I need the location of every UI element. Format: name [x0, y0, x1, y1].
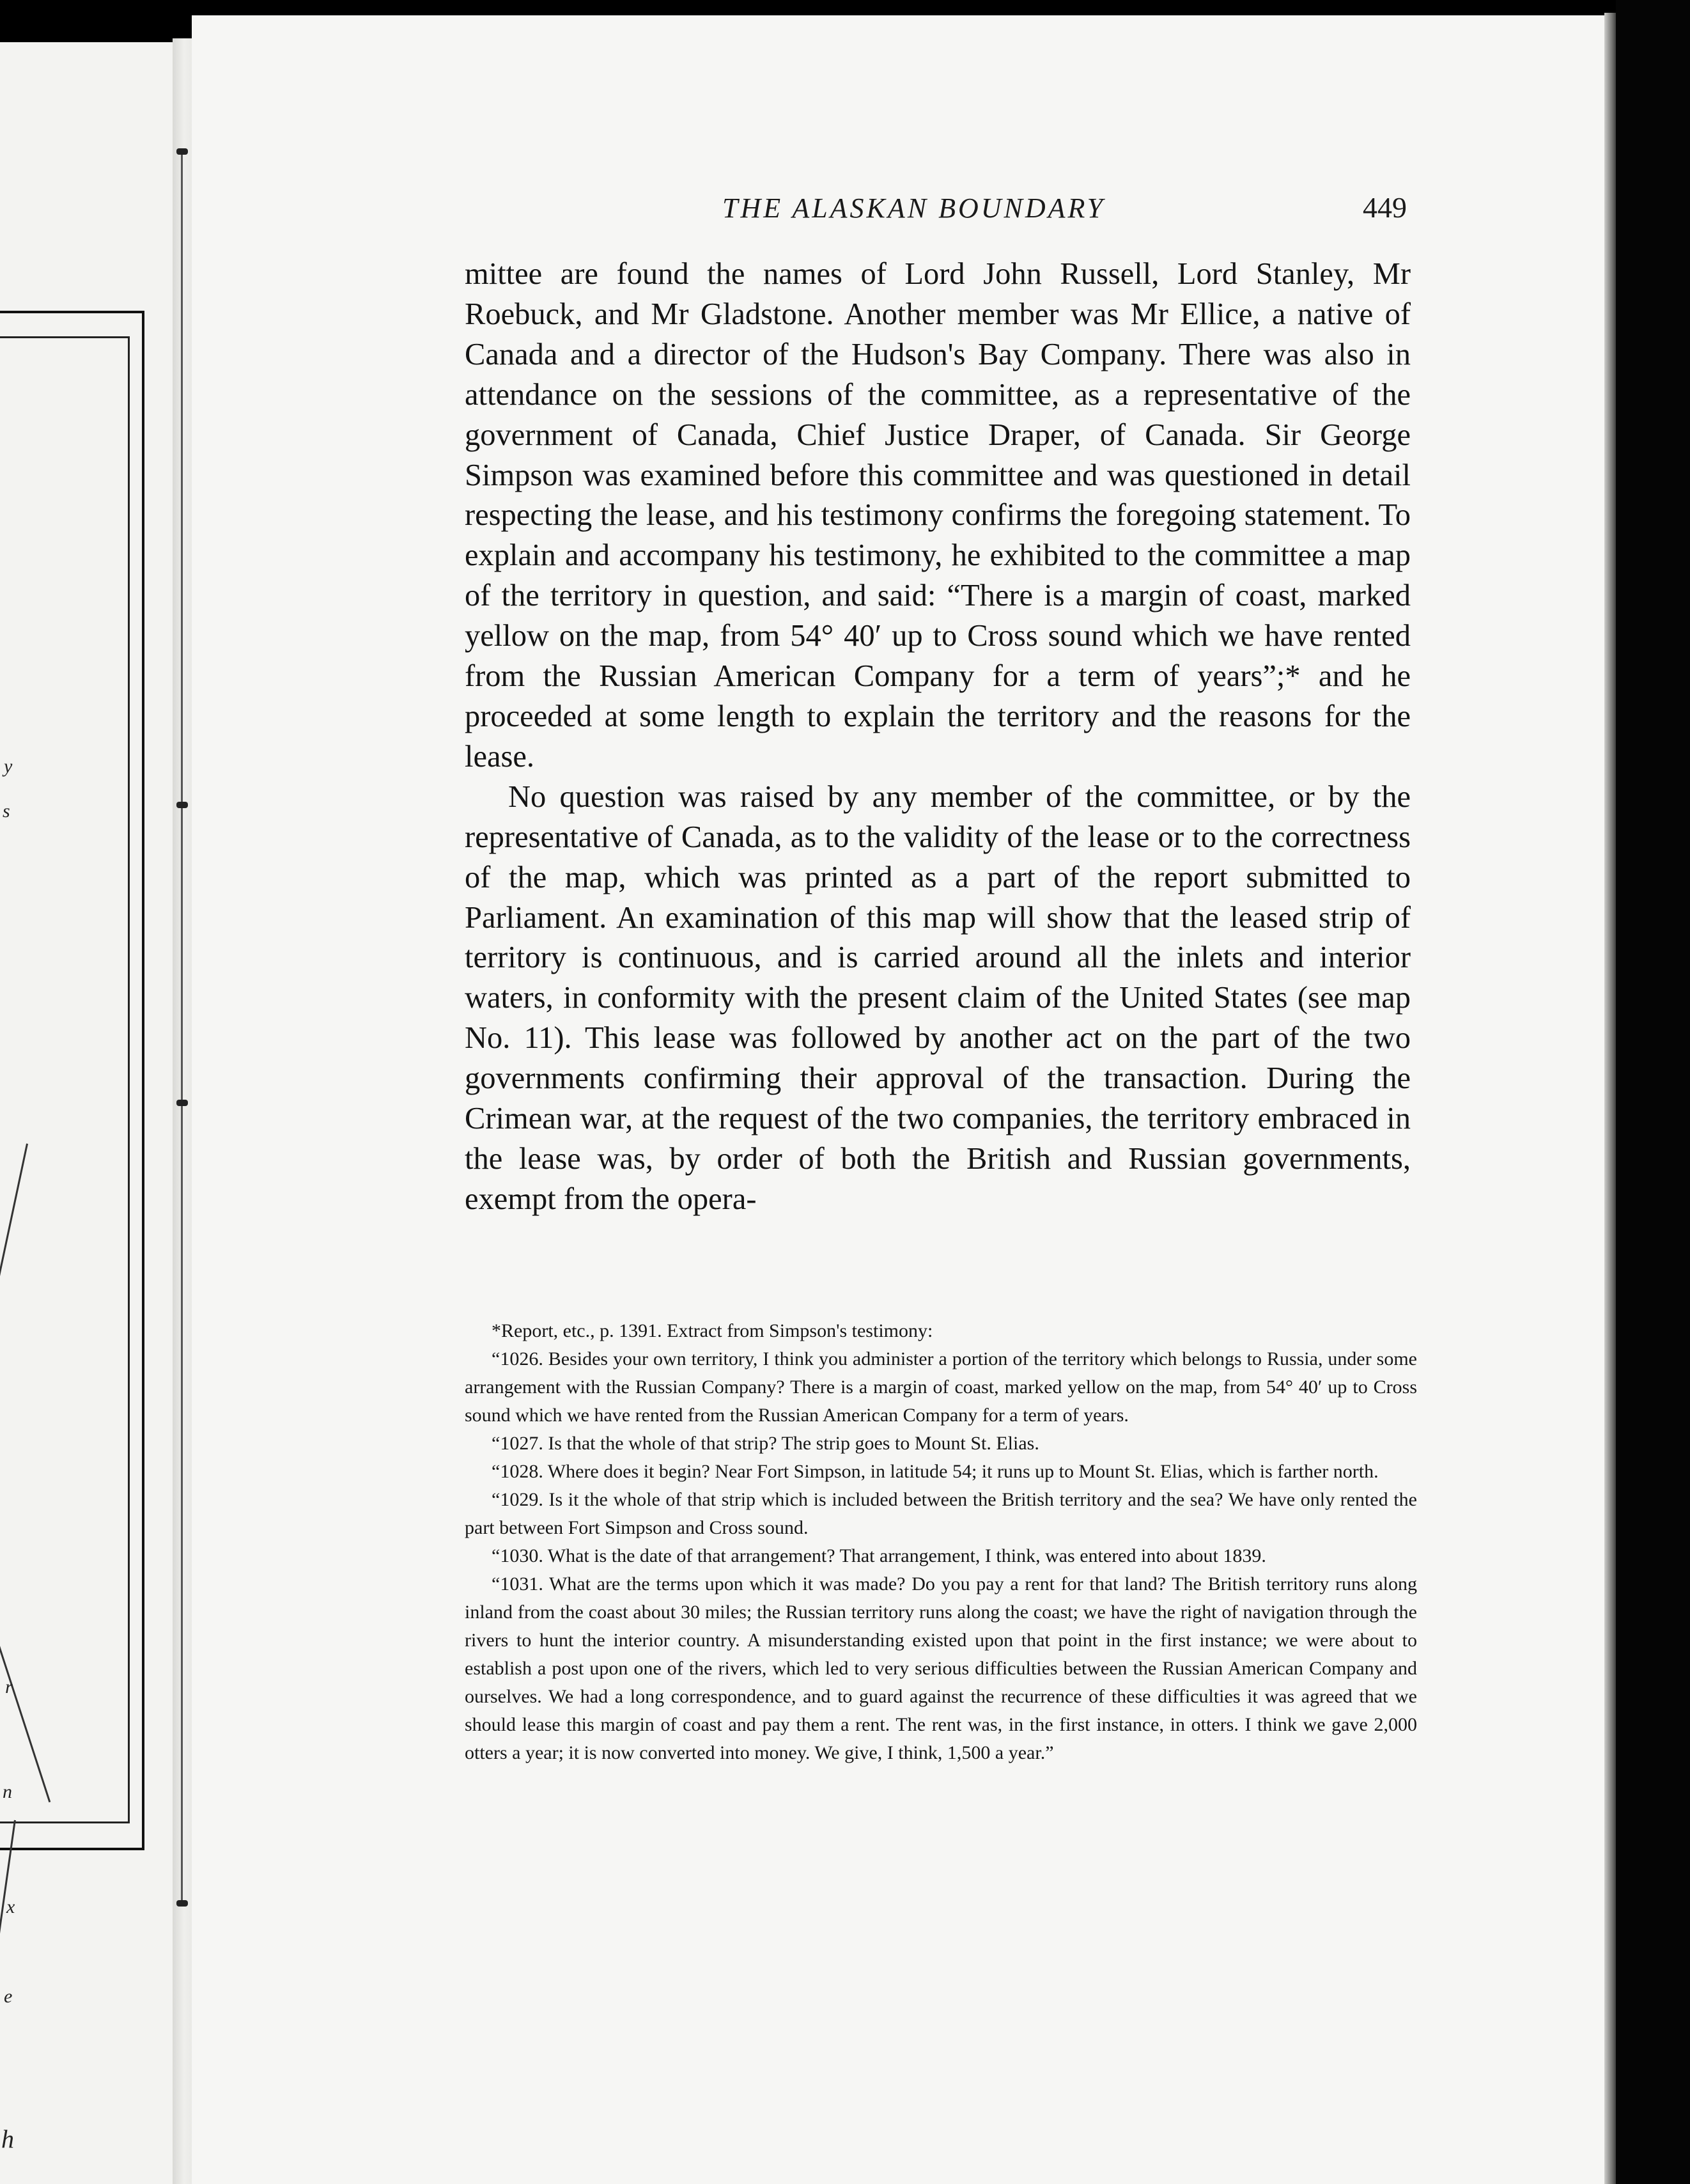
- footnote-paragraph: “1030. What is the date of that arrangement? That arrangement, I think, was entered into about 1839.: [492, 1545, 1266, 1566]
- map-label: e: [4, 1986, 13, 2007]
- body-paragraph: mittee are found the names of Lord John Russell, Lord Stanley, Mr Roebuck, and Mr Gladstone. Another member was Mr Ellice, a native of Canada and a director of the Hudson's Bay Company. There was also in attendance on the sessions of the committee, as a representative of the government of Canada, Chief Justice Draper, of Canada. Sir George Simpson was examined before this committee and was questioned in detail respecting the lease, and his testimony confirms the foregoing statement. To explain and accompany his testimony, he exhibited to the committee a map of the territory in question, and said: “There is a margin of coast, marked yellow on the map, from 54° 40′ up to Cross sound which we have rented from the Russian American Company for a term of years”;* and he proceeded at some length to explain the territory and the reasons for the lease.: [465, 257, 1411, 774]
- footnote-paragraph: “1027. Is that the whole of that strip? The strip goes to Mount St. Elias.: [492, 1433, 1039, 1454]
- footnote-paragraph: “1031. What are the terms upon which it was made? Do you pay a rent for that land? The British territory runs along inland from the coast about 30 miles; the Russian territory runs along the coast; we have the right of navigation through the rivers to hunt the interior country. A misunderstanding existed upon that point in the first instance; we were about to establish a post upon one of the rivers, which led to very serious difficulties between the Russian American Company and ourselves. We had a long correspondence, and to guard against the recurrence of these difficulties it was agreed that we should lease this margin of coast and pay them a rent. The rent was, in the first instance, in otters. I think we gave 2,000 otters a year; it is now converted into money. We give, I think, 1,500 a year.”: [465, 1573, 1417, 1763]
- binding-stitch: [181, 803, 183, 1455]
- footnote-paragraph: “1028. Where does it begin? Near Fort Simpson, in latitude 54; it runs up to Mount St. Elias, which is farther north.: [492, 1461, 1379, 1482]
- map-label: s: [3, 800, 10, 822]
- footnote-paragraph: “1026. Besides your own territory, I think you administer a portion of the territory which belongs to Russia, under some arrangement with the Russian Company? There is a margin of coast, marked yellow on the map, from 54° 40′ up to Cross sound which we have rented from the Russian American Company for a term of years.: [465, 1348, 1417, 1426]
- map-label: y: [4, 756, 13, 777]
- map-inner-border: [0, 336, 130, 1823]
- body-text: [465, 254, 1411, 1220]
- stitch-knot: [176, 802, 188, 808]
- stitch-knot: [176, 1900, 188, 1907]
- facing-page: [0, 42, 185, 2184]
- page-number: 449: [1363, 191, 1407, 224]
- footnote-paragraph: *Report, etc., p. 1391. Extract from Simpson's testimony:: [492, 1320, 933, 1341]
- map-label: r: [5, 1676, 13, 1697]
- running-title: THE ALASKAN BOUNDARY: [722, 192, 1106, 224]
- footnote: [465, 1317, 1417, 1767]
- body-paragraph: No question was raised by any member of the committee, or by the representative of Canada, as to the validity of the lease or to the correctness of the map, which was printed as a part of the report submitted to Parliament. An examination of this map will show that the leased strip of territory is continuous, and is carried around all the inlets and interior waters, in conformity with the present claim of the United States (see map No. 11). This lease was followed by another act on the part of the two governments confirming their approval of the transaction. During the Crimean war, at the request of the two companies, the territory embraced in the lease was, by order of both the British and Russian governments, exempt from the opera-: [465, 779, 1411, 1216]
- binding-stitch: [181, 1455, 183, 1903]
- stitch-knot: [176, 148, 188, 155]
- map-border: [0, 311, 144, 1850]
- scan-background: [1616, 0, 1690, 2184]
- footnote-paragraph: “1029. Is it the whole of that strip which is included between the British territory and the sea? We have only rented the part between Fort Simpson and Cross sound.: [465, 1489, 1417, 1538]
- map-label: n: [3, 1781, 12, 1802]
- stitch-knot: [176, 1100, 188, 1106]
- margin-letter: h: [1, 2125, 14, 2153]
- map-label: x: [6, 1896, 15, 1917]
- binding-stitch: [181, 151, 183, 803]
